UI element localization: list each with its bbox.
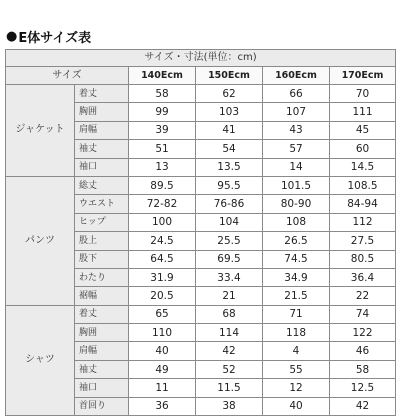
measurement-value: 95.5 (196, 176, 263, 194)
measurement-value: 65 (129, 305, 196, 323)
measurement-value: 26.5 (263, 232, 330, 250)
measurement-value: 33.4 (196, 268, 263, 286)
measurement-label: 袖口 (75, 379, 129, 397)
measurement-value: 39 (129, 121, 196, 139)
measurement-value: 71 (263, 305, 330, 323)
measurement-label: 股上 (75, 232, 129, 250)
bullet-icon: ● (6, 28, 18, 44)
size-header-150: 150Ecm (196, 67, 263, 85)
measurement-value: 20.5 (129, 287, 196, 305)
measurement-value: 58 (330, 360, 396, 378)
measurement-label: 裾幅 (75, 287, 129, 305)
measurement-value: 14.5 (330, 158, 396, 176)
measurement-value: 12.5 (330, 379, 396, 397)
measurement-label: ヒップ (75, 213, 129, 231)
measurement-value: 100 (129, 213, 196, 231)
title-text: E体サイズ表 (18, 30, 92, 46)
measurement-value: 66 (263, 85, 330, 103)
measurement-value: 45 (330, 121, 396, 139)
measurement-value: 80.5 (330, 250, 396, 268)
caption-row (6, 50, 396, 67)
size-header-row (6, 67, 396, 85)
measurement-label: 着丈 (75, 85, 129, 103)
measurement-value: 51 (129, 140, 196, 158)
measurement-label: 首回り (75, 397, 129, 415)
measurement-value: 80-90 (263, 195, 330, 213)
measurement-value: 46 (330, 342, 396, 360)
measurement-label: 股下 (75, 250, 129, 268)
measurement-value: 40 (129, 342, 196, 360)
measurement-value: 60 (330, 140, 396, 158)
size-header-170: 170Ecm (330, 67, 396, 85)
measurement-label: 胸囲 (75, 324, 129, 342)
measurement-value: 36 (129, 397, 196, 415)
measurement-label: 肩幅 (75, 121, 129, 139)
table-caption: サイズ・寸法(単位：cm) (6, 50, 396, 67)
measurement-value: 69.5 (196, 250, 263, 268)
measurement-value: 112 (330, 213, 396, 231)
measurement-value: 114 (196, 324, 263, 342)
measurement-value: 54 (196, 140, 263, 158)
measurement-value: 42 (196, 342, 263, 360)
measurement-value: 21.5 (263, 287, 330, 305)
measurement-value: 38 (196, 397, 263, 415)
measurement-value: 64.5 (129, 250, 196, 268)
category-label: シャツ (6, 305, 75, 415)
measurement-value: 14 (263, 158, 330, 176)
measurement-value: 13.5 (196, 158, 263, 176)
measurement-value: 40 (263, 397, 330, 415)
table-row (6, 85, 396, 103)
measurement-value: 21 (196, 287, 263, 305)
measurement-value: 41 (196, 121, 263, 139)
measurement-value: 22 (330, 287, 396, 305)
measurement-value: 111 (330, 103, 396, 121)
measurement-value: 11.5 (196, 379, 263, 397)
size-header-160: 160Ecm (263, 67, 330, 85)
measurement-value: 74 (330, 305, 396, 323)
measurement-value: 122 (330, 324, 396, 342)
measurement-value: 110 (129, 324, 196, 342)
measurement-label: 袖丈 (75, 360, 129, 378)
measurement-value: 108 (263, 213, 330, 231)
measurement-value: 34.9 (263, 268, 330, 286)
measurement-label: 袖口 (75, 158, 129, 176)
measurement-value: 57 (263, 140, 330, 158)
measurement-label: 肩幅 (75, 342, 129, 360)
measurement-value: 27.5 (330, 232, 396, 250)
table-row (6, 305, 396, 323)
measurement-value: 12 (263, 379, 330, 397)
measurement-value: 89.5 (129, 176, 196, 194)
size-table-body (6, 50, 396, 416)
category-label: ジャケット (6, 85, 75, 177)
measurement-value: 101.5 (263, 176, 330, 194)
category-label: パンツ (6, 176, 75, 305)
measurement-value: 108.5 (330, 176, 396, 194)
measurement-value: 43 (263, 121, 330, 139)
measurement-label: ウエスト (75, 195, 129, 213)
measurement-label: 袖丈 (75, 140, 129, 158)
measurement-label: 総丈 (75, 176, 129, 194)
measurement-value: 99 (129, 103, 196, 121)
measurement-value: 70 (330, 85, 396, 103)
measurement-value: 118 (263, 324, 330, 342)
measurement-value: 68 (196, 305, 263, 323)
measurement-value: 13 (129, 158, 196, 176)
measurement-value: 36.4 (330, 268, 396, 286)
measurement-value: 76-86 (196, 195, 263, 213)
measurement-value: 74.5 (263, 250, 330, 268)
measurement-value: 24.5 (129, 232, 196, 250)
measurement-value: 55 (263, 360, 330, 378)
measurement-value: 103 (196, 103, 263, 121)
measurement-value: 42 (330, 397, 396, 415)
size-label: サイズ (6, 67, 129, 85)
measurement-value: 11 (129, 379, 196, 397)
measurement-value: 62 (196, 85, 263, 103)
measurement-value: 31.9 (129, 268, 196, 286)
measurement-value: 84-94 (330, 195, 396, 213)
measurement-value: 104 (196, 213, 263, 231)
measurement-value: 72-82 (129, 195, 196, 213)
size-table (5, 49, 396, 416)
measurement-label: 着丈 (75, 305, 129, 323)
measurement-value: 25.5 (196, 232, 263, 250)
measurement-value: 4 (263, 342, 330, 360)
measurement-label: わたり (75, 268, 129, 286)
measurement-value: 107 (263, 103, 330, 121)
measurement-value: 52 (196, 360, 263, 378)
measurement-value: 49 (129, 360, 196, 378)
size-header-140: 140Ecm (129, 67, 196, 85)
measurement-label: 胸囲 (75, 103, 129, 121)
measurement-value: 58 (129, 85, 196, 103)
page-title (6, 26, 91, 46)
table-row (6, 176, 396, 194)
